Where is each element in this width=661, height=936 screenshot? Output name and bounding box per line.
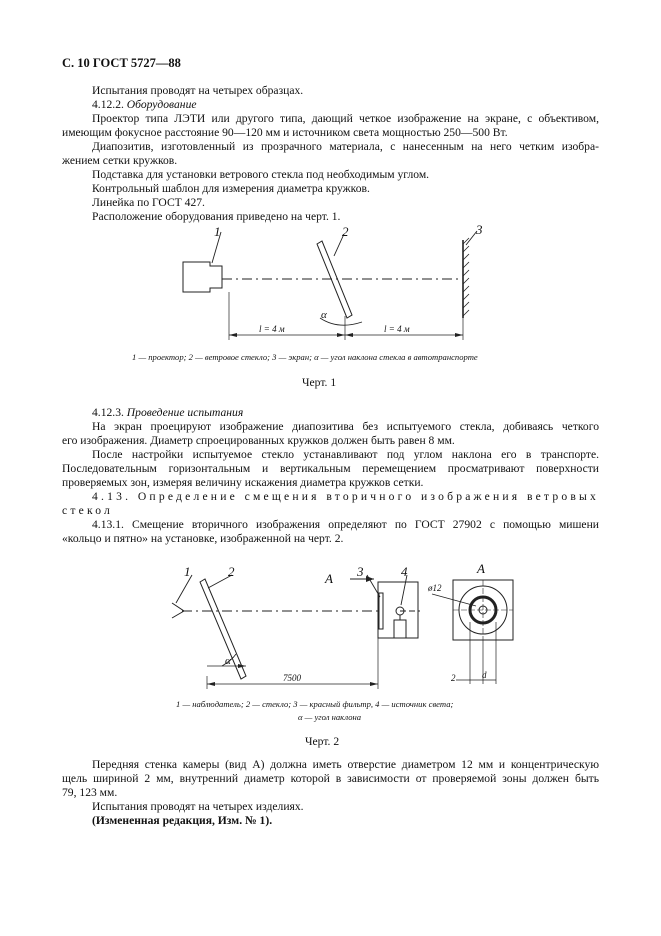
view-a-dim-2: 2 <box>451 673 456 683</box>
fig2-glass <box>200 579 246 679</box>
text-line: Подставка для установки ветрового стекла под необходимым углом. <box>92 168 430 181</box>
fig1-label-3: 3 <box>476 222 483 237</box>
screen-hatch <box>463 238 469 316</box>
text-line: Контрольный шаблон для измерения диаметра кружков. <box>92 182 370 195</box>
section-title: Проведение испытания <box>126 406 244 419</box>
text-line: После настройки испытуемое стекло устанавливают под углом наклона его в транспорте. <box>92 448 599 461</box>
section-heading-4-12-2 <box>92 98 197 111</box>
text-line: Испытания проводят на четырех изделиях. <box>92 800 304 813</box>
text-line: проверяемых зон, измеряя величину искажения диаметра кружков сетки. <box>62 476 424 489</box>
fig1-dim-right: l = 4 м <box>384 324 410 334</box>
camera-box <box>378 582 418 638</box>
text-line: Линейка по ГОСТ 427. <box>92 196 205 209</box>
red-filter <box>379 593 383 629</box>
text-line: Расположение оборудования приведено на черт. 1. <box>92 210 341 223</box>
fig2-label-2: 2 <box>228 564 235 579</box>
text-line: 79, 123 мм. <box>62 786 118 799</box>
section-heading-4-13: 4.13. Определение смещения вторичного изображения ветровых <box>92 490 599 503</box>
page-header: С. 10 ГОСТ 5727—88 <box>62 56 181 70</box>
text-line: имеющим фокусное расстояние 90—120 мм и источником света мощностью 250—500 Вт. <box>62 126 508 139</box>
observer-eye-icon <box>172 603 184 618</box>
view-a-outer-ring <box>459 586 507 634</box>
text-line: жением сетки кружков. <box>62 154 178 167</box>
fig2-dim-7500: 7500 <box>283 673 301 683</box>
text-line: его изображения. Диаметр спроецированных кружков должен быть равен 8 мм. <box>62 434 455 447</box>
fig2-label-1: 1 <box>184 564 191 579</box>
view-a-hole <box>479 606 487 614</box>
text-line: Передняя стенка камеры (вид А) должна иметь отверстие диаметром 12 мм и концентрическую <box>92 758 599 771</box>
text-line: Проектор типа ЛЭТИ или другого типа, дающий четкое изображение на экране, с объективом, <box>92 112 599 125</box>
section-title: Оборудование <box>126 98 197 111</box>
section-number: 4.12.2. <box>92 98 124 111</box>
text-line: щель шириной 2 мм, внутренний диаметр которой в зависимости от проверяемой зоны должен быть <box>62 772 599 785</box>
text-line: Испытания проводят на четырех образцах. <box>92 84 304 97</box>
projector-shape <box>183 262 222 292</box>
figure-2-caption: 1 — наблюдатель; 2 — стекло; 3 — красный фильтр, 4 — источник света; <box>176 699 454 709</box>
text-line: На экран проецируют изображение диапозитива без испытуемого стекла, добиваясь четкого <box>92 420 599 433</box>
fig1-dim-left: l = 4 м <box>259 324 285 334</box>
fig2-label-4: 4 <box>401 564 408 579</box>
view-a-diameter: ø12 <box>428 583 442 593</box>
fig2-view-arrow-label: А <box>325 571 333 586</box>
glass-shape <box>317 241 352 318</box>
figure-2-caption-2: α — угол наклона <box>298 712 362 722</box>
fig1-alpha: α <box>321 309 327 321</box>
figure-2-title: Черт. 2 <box>305 735 340 748</box>
text-line: Диапозитив, изготовленный из прозрачного материала, с нанесенным на него четким изобра- <box>92 140 599 153</box>
text-line: 4.13.1. Смещение вторичного изображения определяют по ГОСТ 27902 с помощью мишени <box>92 518 599 531</box>
angle-arc <box>320 318 362 325</box>
fig2-alpha: α <box>225 655 231 667</box>
fig1-label-2: 2 <box>342 224 349 239</box>
view-a-box <box>453 580 513 640</box>
section-heading-4-12-3 <box>92 406 243 419</box>
figure-1-title: Черт. 1 <box>302 376 337 389</box>
light-source <box>396 607 404 615</box>
text-line: «кольцо и пятно» на установке, изображенной на черт. 2. <box>62 532 344 545</box>
view-a-dim-d: d <box>482 670 487 680</box>
section-number: 4.12.3. <box>92 406 124 419</box>
figure-1-caption: 1 — проектор; 2 — ветровое стекло; 3 — экран; α — угол наклона стекла в автотранспорте <box>132 352 478 362</box>
view-a-slit <box>470 597 496 623</box>
amendment-note: (Измененная редакция, Изм. № 1). <box>92 814 273 827</box>
section-heading-4-13-cont: стекол <box>62 504 114 517</box>
fig1-label-1: 1 <box>214 224 221 239</box>
text-line: Последовательным горизонтальным и вертикальным перемещением просматривают поверхности <box>62 462 599 475</box>
fig2-label-3: 3 <box>357 564 364 579</box>
view-a-title: А <box>477 561 485 576</box>
